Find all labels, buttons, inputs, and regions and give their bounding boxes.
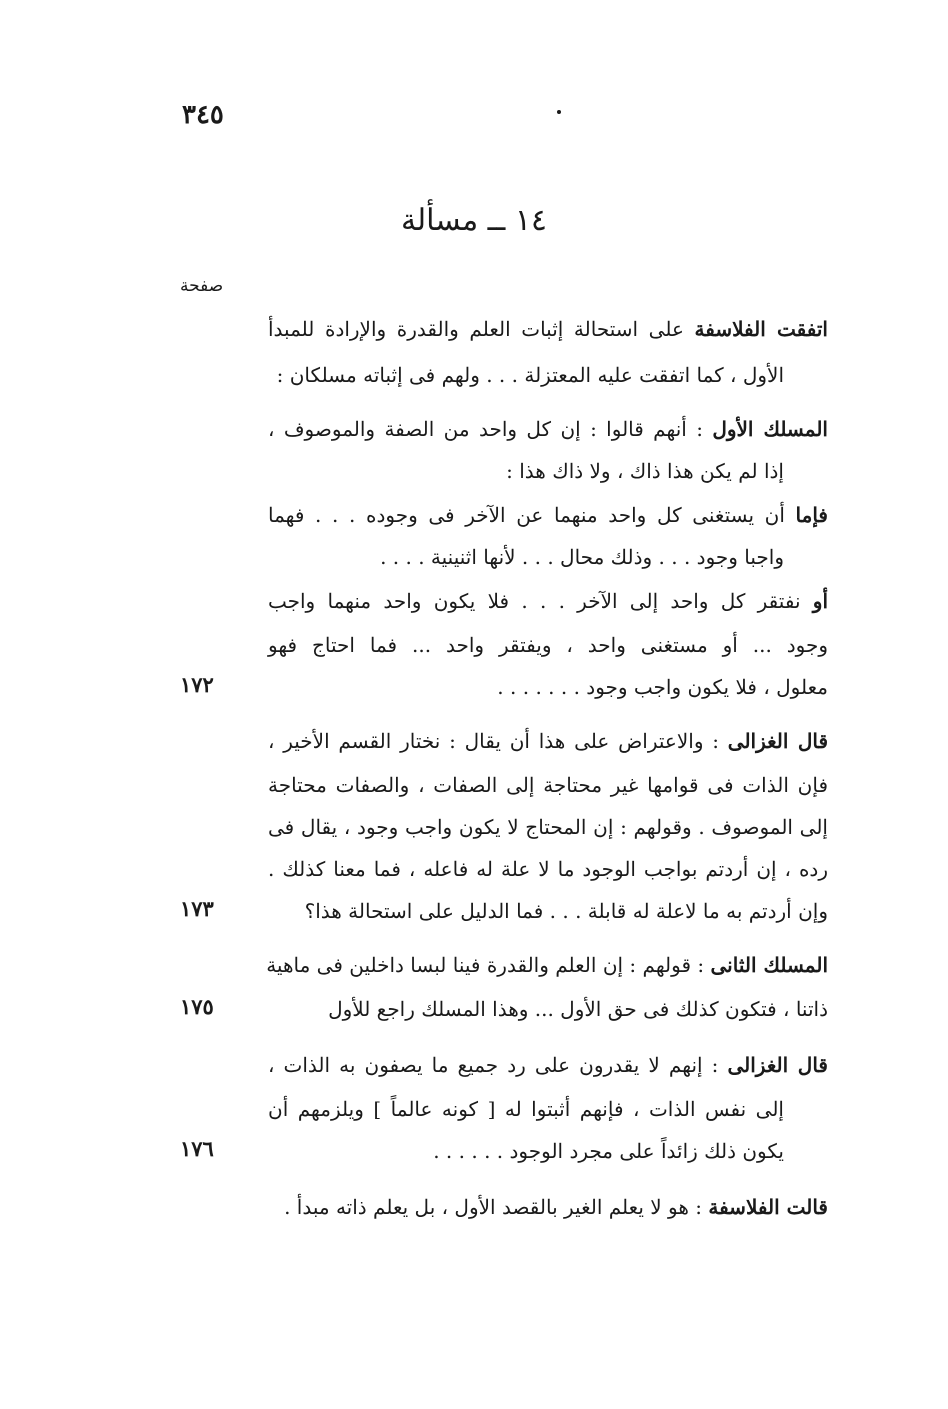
text-line: إلى نفس الذات ، فإنهم أثبتوا له [ كونه عالماً ] ويلزمهم أن <box>268 1097 784 1121</box>
text-line: فإن الذات فى قوامها غير محتاجة إلى الصفات ، والصفات محتاجة <box>268 773 828 797</box>
paragraph-lead: المسلك الأول <box>712 417 828 441</box>
paragraph-lead: قالت الفلاسفة <box>708 1195 828 1219</box>
chapter-title: ١٤ ــ مسألة <box>400 203 548 238</box>
text-line <box>268 414 828 444</box>
text-line <box>268 314 828 344</box>
text-line: إلى الموصوف . وقولهم : إن المحتاج لا يكون واجب وجود ، يقال فى <box>268 815 828 839</box>
paragraph-text: : والاعتراض على هذا أن يقال : نختار القسم الأخير ، <box>268 729 728 753</box>
paragraph-text: : قولهم : إن العلم والقدرة فينا لبسا داخلين فى ماهية <box>266 953 711 977</box>
text-line: ذاتنا ، فتكون كذلك فى حق الأول ... وهذا المسلك راجع للأول <box>328 997 828 1021</box>
text-line: وإن أردتم به ما لاعلة له قابلة . . . فما الدليل على استحالة هذا؟ <box>304 899 828 923</box>
text-line: معلول ، فلا يكون واجب وجود . . . . . . . <box>497 675 828 699</box>
page-number: ٣٤٥ <box>182 100 224 130</box>
text-line <box>268 586 828 616</box>
text-line <box>268 950 828 980</box>
text-line: وجود ... أو مستغنى واحد ، ويفتقر واحد ... فما احتاج فهو <box>268 633 828 657</box>
page-ref: ١٧٦ <box>180 1136 214 1161</box>
paragraph-lead: اتفقت الفلاسفة <box>694 317 828 341</box>
page-ref: ١٧٥ <box>180 994 214 1019</box>
text-line: الأول ، كما اتفقت عليه المعتزلة . . . ولهم فى إثباته مسلكان : <box>276 363 784 387</box>
text-line <box>268 1050 828 1080</box>
paragraph-text: : هو لا يعلم الغير بالقصد الأول ، بل يعلم ذاته مبدأ . <box>284 1195 709 1219</box>
text-line: إذا لم يكن هذا ذاك ، ولا ذاك هذا : <box>506 459 784 483</box>
paragraph-lead: المسلك الثانى <box>710 953 828 977</box>
paragraph-text: : أنهم قالوا : إن كل واحد من الصفة والموصوف ، <box>268 417 713 441</box>
paragraph-lead: قال الغزالى <box>727 1053 828 1077</box>
text-line: رده ، إن أردتم بواجب الوجود ما لا علة له فاعله ، فما معنا كذلك . <box>268 857 828 881</box>
paragraph-text: نفتقر كل واحد إلى الآخر . . . فلا يكون واحد منهما واجب <box>268 589 813 613</box>
text-line <box>268 726 828 756</box>
paragraph-text: أن يستغنى كل واحد منهما عن الآخر فى وجوده . . . فهما <box>268 503 796 527</box>
page-ref: ١٧٣ <box>180 896 214 921</box>
text-line: يكون ذلك زائداً على مجرد الوجود . . . . . . <box>433 1139 784 1163</box>
text-line: واجبا وجود . . . وذلك محال . . . لأنها اثنينية . . . . <box>380 545 784 569</box>
text-line <box>268 500 828 530</box>
paragraph-text: على استحالة إثبات العلم والقدرة والإرادة للمبدأ <box>268 317 695 341</box>
text-line <box>268 1192 828 1222</box>
column-label: صفحة <box>180 276 224 296</box>
paragraph-lead: قال الغزالى <box>727 729 829 753</box>
body-text <box>268 0 828 1409</box>
paragraph-lead: فإما <box>795 503 828 527</box>
paragraph-text: : إنهم لا يقدرون على رد جميع ما يصفون به الذات ، <box>268 1053 728 1077</box>
paragraph-lead: أو <box>812 589 828 613</box>
page-ref: ١٧٢ <box>180 672 214 697</box>
